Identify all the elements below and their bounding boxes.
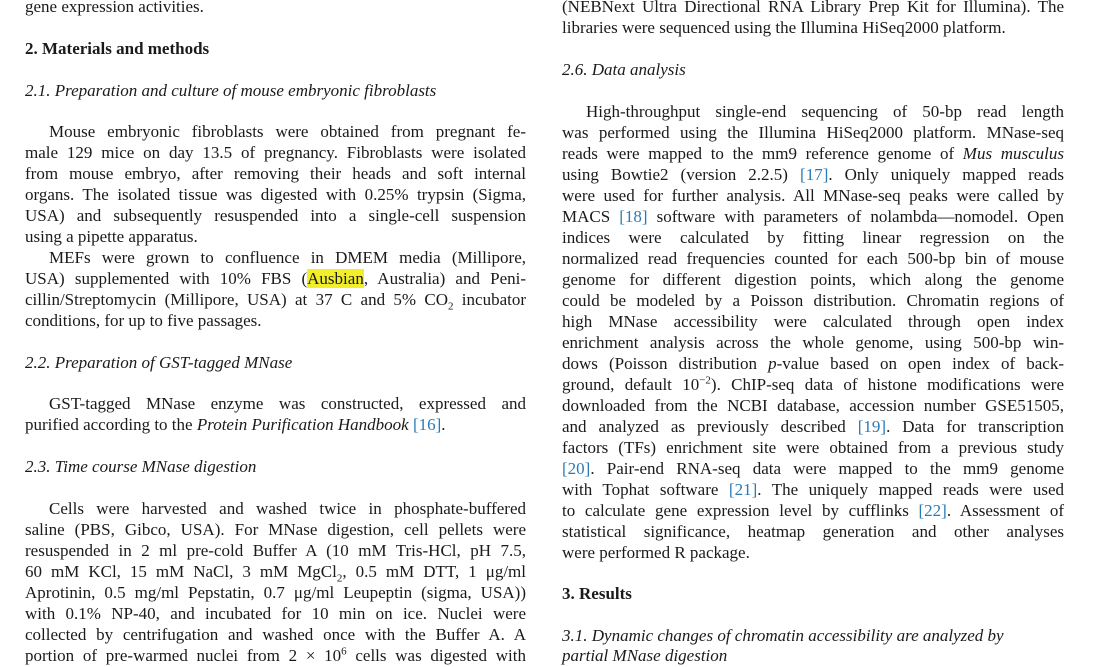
reference-link[interactable]: [16] (412, 415, 442, 434)
reference-link[interactable]: [22] (918, 501, 947, 520)
reference-link[interactable]: [20] (562, 459, 591, 478)
paragraph-line: reads were mapped to the mm9 reference genome of Mus musculus (562, 144, 1064, 163)
paragraph-line: ground, default $10^{-2}$). ChIP-seq data of histone modifications were (562, 374, 1064, 394)
paragraph-line: [20]. Pair-end RNA-seq data were mapped to the mm9 genome (562, 459, 1064, 478)
paragraph-line: normalized read frequencies counted for each 500-bp bin of mouse (562, 249, 1064, 268)
paragraph-line: Mouse embryonic fibroblasts were obtained from pregnant fe- (49, 122, 526, 141)
paragraph-line: High-throughput single-end sequencing of 50-bp read length (586, 102, 1064, 121)
paragraph-line: MACS [18] software with parameters of nolambda—nomodel. Open (562, 207, 1064, 226)
paragraph-line: collected by centrifugation and washed once with the Buffer A. A (25, 625, 526, 644)
paragraph-line: purified according to the Protein Purification Handbook [16]. (25, 415, 446, 434)
paragraph-line: saline (PBS, Gibco, USA). For MNase digestion, cell pellets were (25, 520, 526, 539)
paragraph-line: resuspended in 2 ml pre-cold Buffer A (10 mM Tris-HCl, pH 7.5, (25, 541, 526, 560)
paragraph-line: using a pipette apparatus. (25, 227, 198, 246)
highlighted-text: Ausbian (307, 269, 364, 288)
paragraph-line: high MNase accessibility were calculated through open index (562, 312, 1064, 331)
section-heading-materials-methods: 2. Materials and methods (25, 39, 210, 58)
paragraph-line: USA) supplemented with 10% FBS (Ausbian, Australia) and Peni- (25, 269, 527, 288)
reference-link[interactable]: [17] (800, 165, 829, 184)
paragraph-line: genome for different digestion points, which along the genome (562, 270, 1064, 289)
subsection-heading-2-6: 2.6. Data analysis (562, 60, 686, 79)
paragraph-line: organs. The isolated tissue was digested with 0.25% trypsin (Sigma, (25, 185, 526, 204)
paragraph-line: portion of pre-warmed nuclei from $2 \times 10^6$ cells was digested with (25, 645, 527, 665)
section-heading-results: 3. Results (562, 584, 632, 603)
paragraph-line: indices were calculated by fitting linear regression on the (562, 228, 1064, 247)
paragraph-line: Cells were harvested and washed twice in phosphate-buffered (49, 499, 526, 518)
paragraph-line: factors (TFs) enrichment site were obtained from a previous study (562, 438, 1064, 457)
paragraph-line: cillin/Streptomycin (Millipore, USA) at 37 C and 5% $CO_2$ incubator (25, 290, 526, 313)
subsection-heading-2-1: 2.1. Preparation and culture of mouse embryonic fibroblasts (25, 81, 437, 100)
paragraph-line: MEFs were grown to confluence in DMEM media (Millipore, (49, 248, 526, 267)
paragraph-line: 60 mM KCl, 15 mM NaCl, 3 mM MgCl$_2$, 0.5 mM DTT, 1 μg/ml (25, 562, 527, 585)
paragraph-line: was performed using the Illumina HiSeq2000 platform. MNase-seq (562, 123, 1064, 142)
left-top-fragment: gene expression activities. (25, 0, 204, 16)
subsection-heading-2-3: 2.3. Time course MNase digestion (25, 457, 257, 476)
paragraph-line: (NEBNext Ultra Directional RNA Library Prep Kit for Illumina). The (562, 0, 1064, 16)
subsection-heading-2-2: 2.2. Preparation of GST-tagged MNase (25, 353, 293, 372)
paragraph-line: with Tophat software [21]. The uniquely mapped reads were used (562, 480, 1064, 499)
reference-link[interactable]: [18] (619, 207, 648, 226)
subsection-heading-3-1: 3.1. Dynamic changes of chromatin accessibility are analyzed by (562, 626, 1004, 645)
paragraph-line: GST-tagged MNase enzyme was constructed, expressed and (49, 394, 526, 413)
subsection-heading-3-1-cont: partial MNase digestion (562, 646, 728, 665)
paragraph-line: could be modeled by a Poisson distribution. Chromatin regions of (562, 291, 1064, 310)
paragraph-line: were used for further analysis. All MNase-seq peaks were called by (562, 186, 1064, 205)
paragraph-line: using Bowtie2 (version 2.2.5) [17]. Only uniquely mapped reads (562, 165, 1064, 184)
paragraph-line: USA) and subsequently resuspended into a single-cell suspension (25, 206, 526, 225)
reference-link[interactable]: [19] (857, 417, 887, 436)
paragraph-line: from mouse embryo, after removing their heads and soft internal (25, 164, 526, 183)
paragraph-line: conditions, for up to five passages. (25, 311, 262, 330)
paragraph-line: downloaded from the NCBI database, accession number GSE51505, (562, 396, 1064, 415)
paragraph-line: and analyzed as previously described [19]. Data for transcription (562, 417, 1064, 436)
paragraph-line: Aprotinin, 0.5 mg/ml Pepstatin, 0.7 μg/ml Leupeptin (sigma, USA)) (25, 583, 526, 602)
paragraph-line: male 129 mice on day 13.5 of pregnancy. Fibroblasts were isolated (25, 143, 526, 162)
paragraph-line: libraries were sequenced using the Illumina HiSeq2000 platform. (562, 18, 1006, 37)
paragraph-line: dows (Poisson distribution p-value based on open index of back- (562, 354, 1064, 373)
paragraph-line: were performed R package. (562, 543, 750, 562)
paragraph-line: to calculate gene expression level by cufflinks [22]. Assessment of (562, 501, 1065, 520)
paragraph-line: enrichment analysis across the whole genome, using 500-bp win- (562, 333, 1064, 352)
reference-link[interactable]: [21] (728, 480, 758, 499)
paragraph-line: with 0.1% NP-40, and incubated for 10 min on ice. Nuclei were (25, 604, 526, 623)
paragraph-line: statistical significance, heatmap generation and other analyses (562, 522, 1064, 541)
